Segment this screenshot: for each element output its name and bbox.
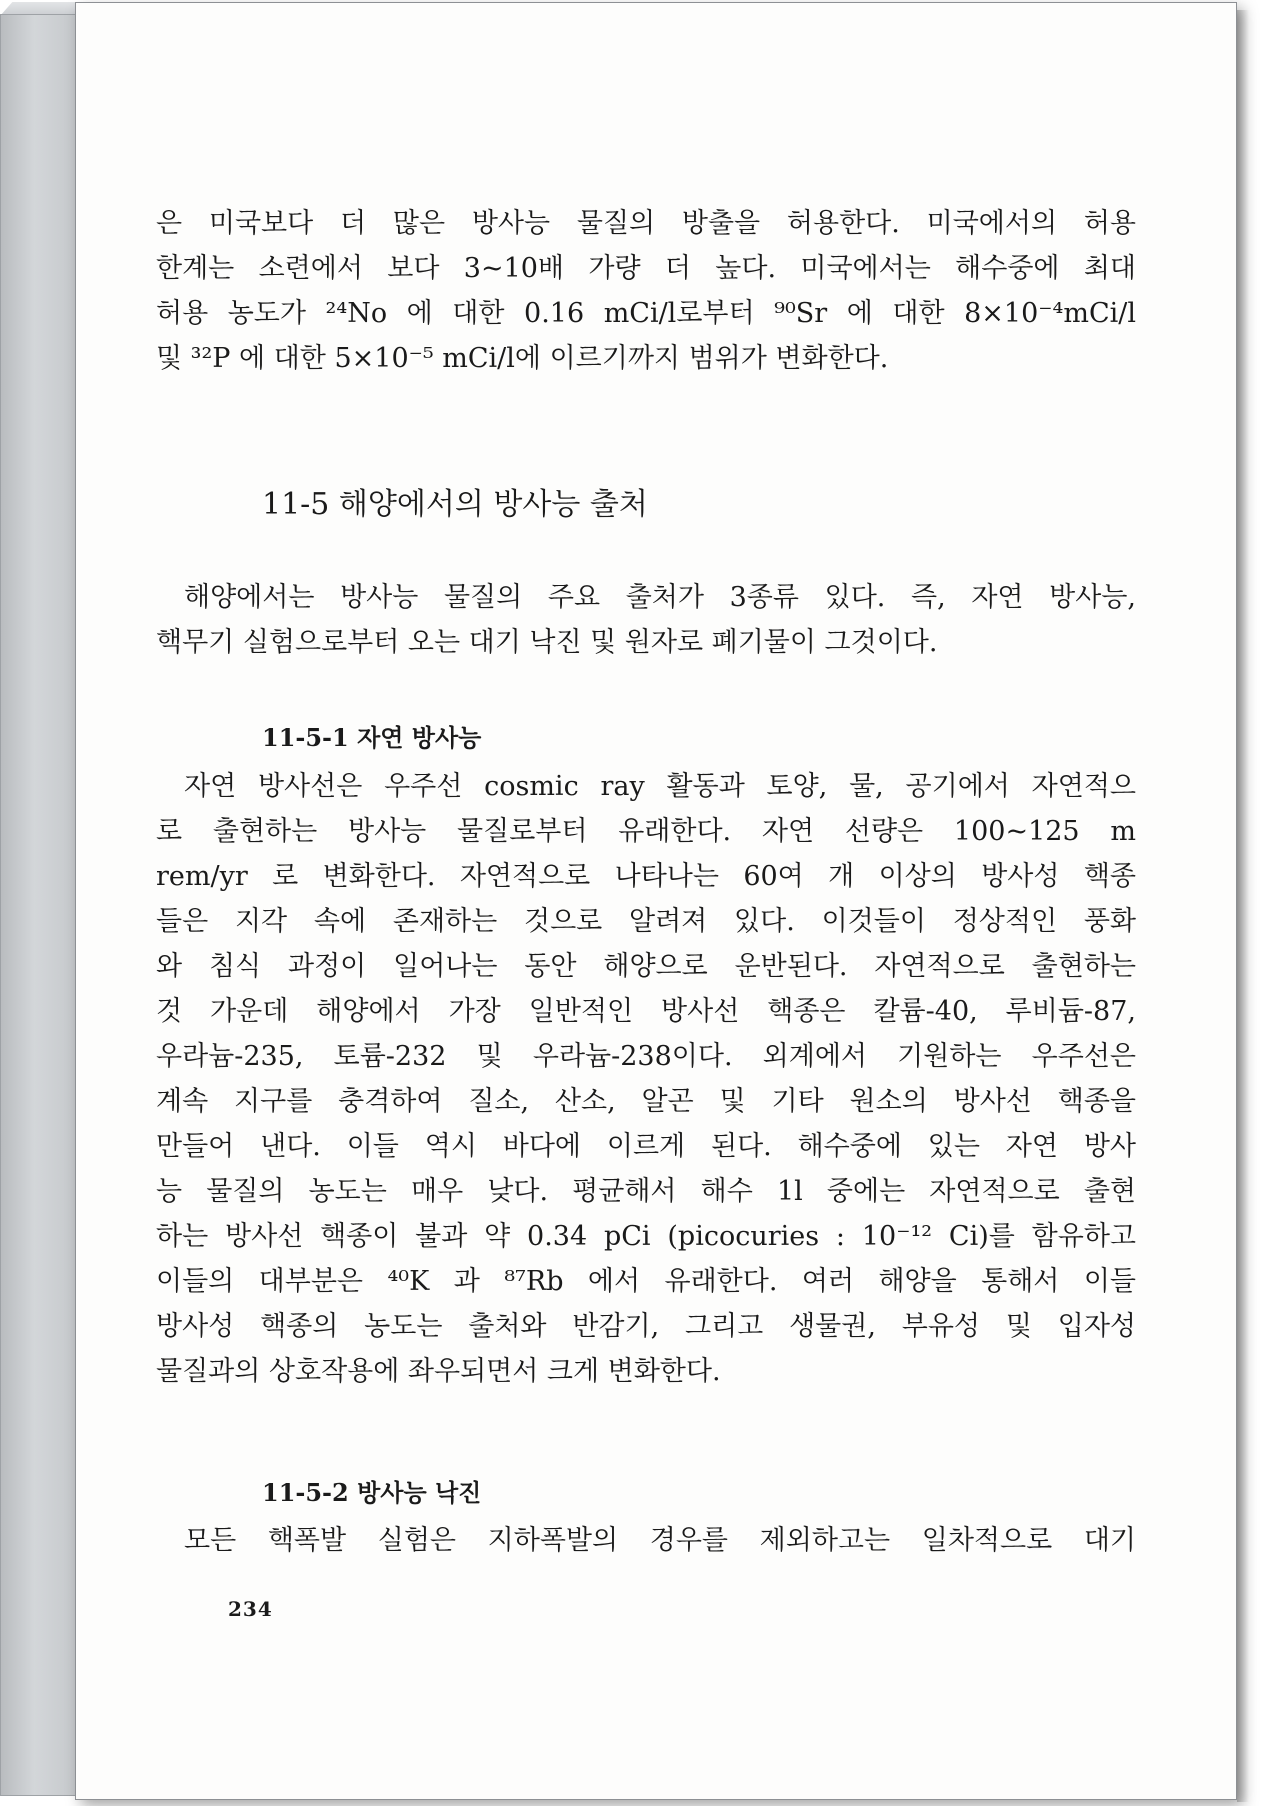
book-spine bbox=[0, 14, 76, 1796]
section-paragraph bbox=[156, 575, 1136, 665]
text-line: 물질과의 상호작용에 좌우되면서 크게 변화한다. bbox=[156, 1356, 721, 1387]
text-line: 방사성 핵종의 농도는 출처와 반감기, 그리고 생물권, 부유성 및 입자성 bbox=[156, 1311, 1136, 1342]
section-heading bbox=[262, 485, 1242, 525]
text-line: rem/yr 로 변화한다. 자연적으로 나타나는 60여 개 이상의 방사성 핵종 bbox=[156, 861, 1136, 892]
text-line: 와 침식 과정이 일어나는 동안 해양으로 운반된다. 자연적으로 출현하는 bbox=[156, 951, 1136, 982]
text-line: 모든 핵폭발 실험은 지하폭발의 경우를 제외하고는 일차적으로 대기 bbox=[184, 1525, 1136, 1556]
text-line: 해양에서는 방사능 물질의 주요 출처가 3종류 있다. 즉, 자연 방사능, bbox=[184, 582, 1136, 613]
text-line: 계속 지구를 충격하여 질소, 산소, 알곤 및 기타 원소의 방사선 핵종을 bbox=[156, 1086, 1136, 1117]
subsection-heading-1 bbox=[262, 718, 1242, 758]
subsection-paragraph-2 bbox=[156, 1518, 1136, 1563]
page-shadow bbox=[1237, 10, 1249, 1802]
text-line: 이들의 대부분은 ⁴⁰K 과 ⁸⁷Rb 에서 유래한다. 여러 해양을 통해서 이들 bbox=[156, 1266, 1136, 1297]
subsection-paragraph-1 bbox=[156, 764, 1136, 1394]
text-line: 만들어 낸다. 이들 역시 바다에 이르게 된다. 해수중에 있는 자연 방사 bbox=[156, 1131, 1136, 1162]
text-line: 허용 농도가 ²⁴No 에 대한 0.16 mCi/l로부터 ⁹⁰Sr 에 대한 8×10⁻⁴mCi/l bbox=[156, 298, 1136, 329]
subsection-title: 11-5-1 자연 방사능 bbox=[262, 723, 482, 752]
text-line: 자연 방사선은 우주선 cosmic ray 활동과 토양, 물, 공기에서 자연적으 bbox=[184, 771, 1136, 802]
subsection-title: 11-5-2 방사능 낙진 bbox=[262, 1478, 482, 1507]
text-line: 능 물질의 농도는 매우 낮다. 평균해서 해수 1l 중에는 자연적으로 출현 bbox=[156, 1176, 1136, 1207]
page-number: 234 bbox=[228, 1597, 273, 1621]
text-line: 우라늄-235, 토륨-232 및 우라늄-238이다. 외계에서 기원하는 우주선은 bbox=[156, 1041, 1136, 1072]
intro-paragraph bbox=[156, 201, 1136, 381]
subsection-heading-2 bbox=[262, 1473, 1242, 1513]
section-title: 11-5 해양에서의 방사능 출처 bbox=[262, 487, 648, 522]
text-line: 은 미국보다 더 많은 방사능 물질의 방출을 허용한다. 미국에서의 허용 bbox=[156, 208, 1136, 239]
text-line: 들은 지각 속에 존재하는 것으로 알려져 있다. 이것들이 정상적인 풍화 bbox=[156, 906, 1136, 937]
text-line: 하는 방사선 핵종이 불과 약 0.34 pCi (picocuries : 10⁻¹² Ci)를 함유하고 bbox=[156, 1221, 1136, 1252]
text-line: 핵무기 실험으로부터 오는 대기 낙진 및 원자로 폐기물이 그것이다. bbox=[156, 627, 938, 658]
text-line: 및 ³²P 에 대한 5×10⁻⁵ mCi/l에 이르기까지 범위가 변화한다. bbox=[156, 343, 889, 374]
text-line: 한계는 소련에서 보다 3~10배 가량 더 높다. 미국에서는 해수중에 최대 bbox=[156, 253, 1136, 284]
text-line: 것 가운데 해양에서 가장 일반적인 방사선 핵종은 칼륨-40, 루비듐-87, bbox=[156, 996, 1136, 1027]
text-line: 로 출현하는 방사능 물질로부터 유래한다. 자연 선량은 100~125 m bbox=[156, 816, 1136, 847]
